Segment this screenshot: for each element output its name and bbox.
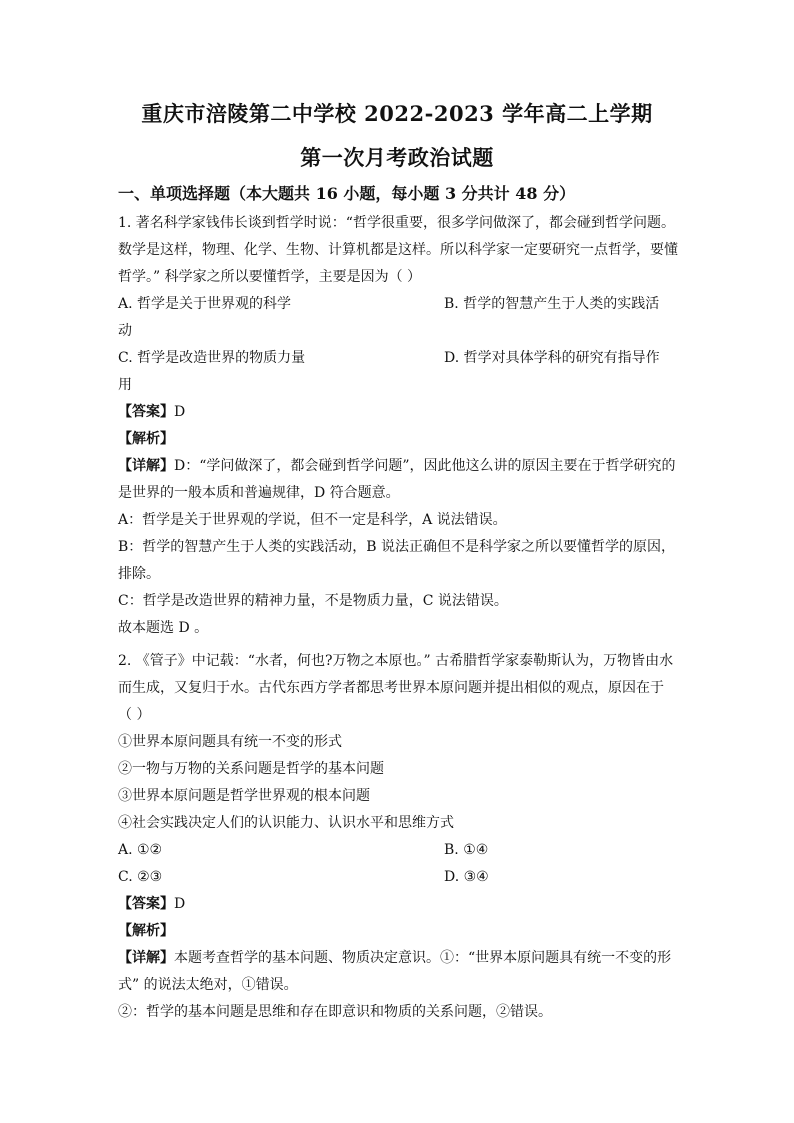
q2-analysis-tag: 【解析】 [118, 923, 174, 939]
q2-option-c: C. ②③ [118, 869, 163, 885]
q1-option-b-wrap: 动 [118, 323, 132, 339]
title-line-1: 重庆市涪陵第二中学校 2022-2023 学年高二上学期 [141, 101, 653, 126]
q1-option-d-wrap: 用 [118, 377, 132, 393]
q2-option-d: D. ③④ [444, 869, 489, 885]
q1-detail-line: A：哲学是关于世界观的学说，但不一定是科学，A 说法错误。 [118, 512, 507, 528]
q1-stem-line: 数学是这样，物理、化学、生物、计算机都是这样。所以科学家一定要研究一点哲学，要懂 [118, 242, 678, 258]
q2-item: ②一物与万物的关系问题是哲学的基本问题 [118, 761, 384, 777]
q1-stem-line: 哲学。” 科学家之所以要懂哲学，主要是因为（ ） [118, 269, 422, 285]
q1-detail-line: C：哲学是改造世界的精神力量，不是物质力量，C 说法错误。 [118, 593, 508, 609]
q1-option-d: D. 哲学对具体学科的研究有指导作 [444, 350, 660, 366]
q2-item: ④社会实践决定人们的认识能力、认识水平和思维方式 [118, 815, 454, 831]
answer-tag: 【答案】 [118, 896, 174, 912]
q1-detail-line: B：哲学的智慧产生于人类的实践活动，B 说法正确但不是科学家之所以要懂哲学的原因， [118, 539, 676, 555]
q1-analysis-tag: 【解析】 [118, 431, 174, 447]
detail-text: 本题考查哲学的基本问题、物质决定意识。①：“世界本原问题具有统一不变的形 [174, 950, 672, 966]
q1-option-b: B. 哲学的智慧产生于人类的实践活 [444, 296, 660, 312]
q1-detail-line: 是世界的一般本质和普遍规律，D 符合题意。 [118, 485, 400, 501]
detail-text: D：“学问做深了，都会碰到哲学问题”，因此他这么讲的原因主要在于哲学研究的 [174, 458, 676, 474]
detail-tag: 【详解】 [118, 950, 174, 966]
q1-answer [118, 403, 185, 421]
q2-stem-line: 而生成，又复归于水。古代东西方学者都思考世界本原问题并提出相似的观点，原因在于 [118, 680, 664, 696]
q1-stem-line: 1. 著名科学家钱伟长谈到哲学时说：“哲学很重要，很多学问做深了，都会碰到哲学问题。 [118, 215, 675, 231]
q2-item: ③世界本原问题是哲学世界观的根本问题 [118, 788, 370, 804]
q1-detail-line: 排除。 [118, 566, 160, 582]
q1-detail-line [118, 457, 676, 475]
q2-detail-line: ②：哲学的基本问题是思维和存在即意识和物质的关系问题，②错误。 [118, 1004, 552, 1020]
detail-tag: 【详解】 [118, 458, 174, 474]
answer-value: D [174, 404, 186, 420]
q2-option-b: B. ①④ [444, 842, 489, 858]
q1-option-c: C. 哲学是改造世界的物质力量 [118, 350, 306, 366]
q2-detail-line: 式” 的说法太绝对，①错误。 [118, 977, 298, 993]
answer-value: D [174, 896, 186, 912]
q2-option-a: A. ①② [118, 842, 163, 858]
section-heading: 一、单项选择题（本大题共 16 小题，每小题 3 分共计 48 分） [118, 184, 576, 203]
q2-stem-line: 2. 《管子》中记载：“水者，何也?万物之本原也。” 古希腊哲学家泰勒斯认为，万物皆由水 [118, 653, 674, 669]
q2-answer [118, 895, 185, 913]
q2-item: ①世界本原问题具有统一不变的形式 [118, 734, 342, 750]
answer-tag: 【答案】 [118, 404, 174, 420]
title-line-2: 第一次月考政治试题 [300, 145, 494, 170]
q1-detail-line: 故本题选 D 。 [118, 620, 209, 636]
q1-option-a: A. 哲学是关于世界观的科学 [118, 296, 292, 312]
q2-detail-line [118, 949, 671, 967]
q2-stem-line: （ ） [118, 707, 151, 723]
